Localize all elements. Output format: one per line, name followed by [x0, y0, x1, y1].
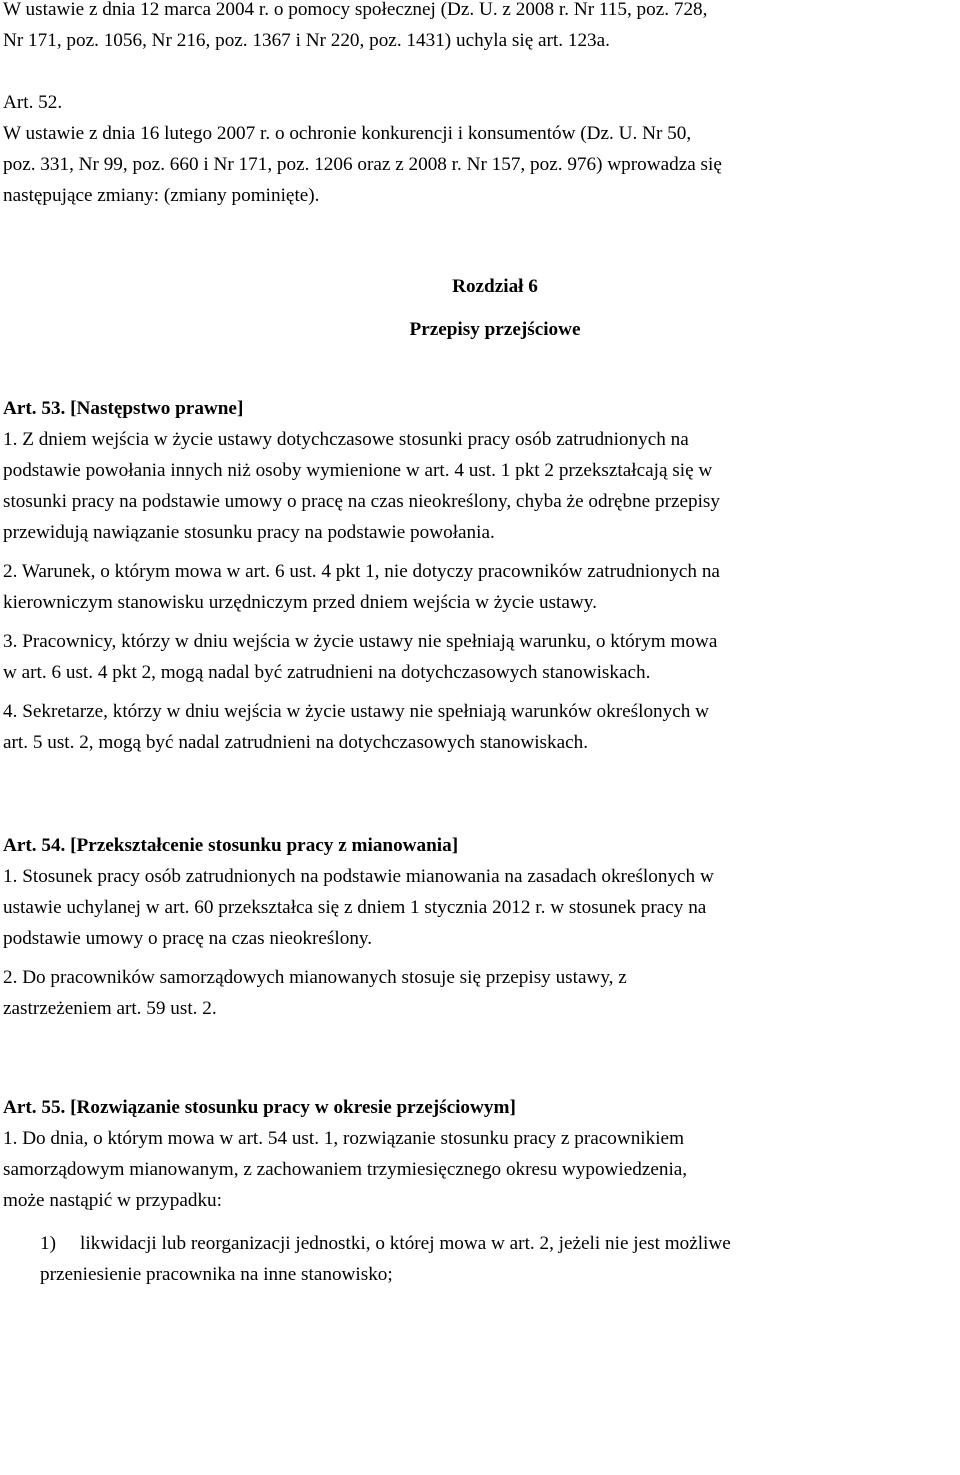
list-item-continuation [3, 1259, 957, 1290]
list-item [3, 1228, 957, 1259]
list-item-number: 1) [40, 1233, 56, 1254]
text-line: może nastąpić w przypadku: [3, 1190, 222, 1211]
art53-paragraph-3 [3, 626, 957, 688]
text-line: 1. Do dnia, o którym mowa w art. 54 ust. 1, rozwiązanie stosunku pracy z pracownikiem [3, 1128, 684, 1149]
text-line: 2. Do pracowników samorządowych mianowanych stosuje się przepisy ustawy, z [3, 967, 627, 988]
spacer [3, 56, 957, 87]
chapter-title: Przepisy przejściowe [409, 319, 581, 340]
spacer [3, 758, 957, 830]
chapter-number: Rozdział 6 [452, 276, 538, 297]
text-line: kierowniczym stanowisku urzędniczym przed dniem wejścia w życie ustawy. [3, 592, 597, 613]
art54-paragraph-2 [3, 962, 957, 1024]
article-54-heading: Art. 54. [Przekształcenie stosunku pracy z mianowania] [3, 835, 459, 856]
article-52 [3, 87, 957, 211]
text-line: przeniesienie pracownika na inne stanowisko; [40, 1264, 393, 1285]
spacer [3, 1024, 957, 1092]
document-page [3, 0, 957, 1290]
article-53-heading: Art. 53. [Następstwo prawne] [3, 398, 244, 419]
text-line: przewidują nawiązanie stosunku pracy na podstawie powołania. [3, 522, 495, 543]
spacer [3, 359, 957, 393]
text-line: następujące zmiany: (zmiany pominięte). [3, 185, 320, 206]
text-line: podstawie powołania innych niż osoby wymienione w art. 4 ust. 1 pkt 2 przekształcają się w [3, 460, 713, 481]
art53-paragraph-1 [3, 424, 957, 548]
art53-paragraph-4 [3, 696, 957, 758]
text-line: poz. 331, Nr 99, poz. 660 i Nr 171, poz. 1206 oraz z 2008 r. Nr 157, poz. 976) wprowadza się [3, 154, 722, 175]
text-line: ustawie uchylanej w art. 60 przekształca się z dniem 1 stycznia 2012 r. w stosunek pracy na [3, 897, 707, 918]
art55-paragraph-1 [3, 1123, 957, 1216]
list-item-text [80, 1228, 731, 1259]
art54-paragraph-1 [3, 861, 957, 954]
text-line: W ustawie z dnia 16 lutego 2007 r. o ochronie konkurencji i konsumentów (Dz. U. Nr 50, [3, 123, 692, 144]
text-line: W ustawie z dnia 12 marca 2004 r. o pomocy społecznej (Dz. U. z 2008 r. Nr 115, poz. 728, [3, 0, 708, 20]
text-line: Nr 171, poz. 1056, Nr 216, poz. 1367 i Nr 220, poz. 1431) uchyla się art. 123a. [3, 30, 610, 51]
art53-paragraph-2 [3, 556, 957, 618]
text-line: art. 5 ust. 2, mogą być nadal zatrudnieni na dotychczasowych stanowiskach. [3, 732, 589, 753]
article-55-heading: Art. 55. [Rozwiązanie stosunku pracy w okresie przejściowym] [3, 1097, 516, 1118]
text-line: 4. Sekretarze, którzy w dniu wejścia w życie ustawy nie spełniają warunków określonych w [3, 701, 709, 722]
text-line: stosunki pracy na podstawie umowy o pracę na czas nieokreślony, chyba że odrębne przepisy [3, 491, 720, 512]
article-heading: Art. 52. [3, 92, 63, 113]
text-line: likwidacji lub reorganizacji jednostki, o której mowa w art. 2, jeżeli nie jest możliwe [80, 1233, 731, 1254]
text-line: 2. Warunek, o którym mowa w art. 6 ust. 4 pkt 1, nie dotyczy pracowników zatrudnionych na [3, 561, 720, 582]
text-line: 3. Pracownicy, którzy w dniu wejścia w życie ustawy nie spełniają warunku, o którym mowa [3, 631, 718, 652]
text-line: 1. Z dniem wejścia w życie ustawy dotychczasowe stosunki pracy osób zatrudnionych na [3, 429, 689, 450]
text-line: samorządowym mianowanym, z zachowaniem trzymiesięcznego okresu wypowiedzenia, [3, 1159, 688, 1180]
intro-paragraph [3, 0, 957, 56]
text-line: podstawie umowy o pracę na czas nieokreślony. [3, 928, 373, 949]
text-line: 1. Stosunek pracy osób zatrudnionych na podstawie mianowania na zasadach określonych w [3, 866, 714, 887]
text-line: w art. 6 ust. 4 pkt 2, mogą nadal być zatrudnieni na dotychczasowych stanowiskach. [3, 662, 651, 683]
spacer [3, 211, 957, 273]
text-line: zastrzeżeniem art. 59 ust. 2. [3, 998, 217, 1019]
